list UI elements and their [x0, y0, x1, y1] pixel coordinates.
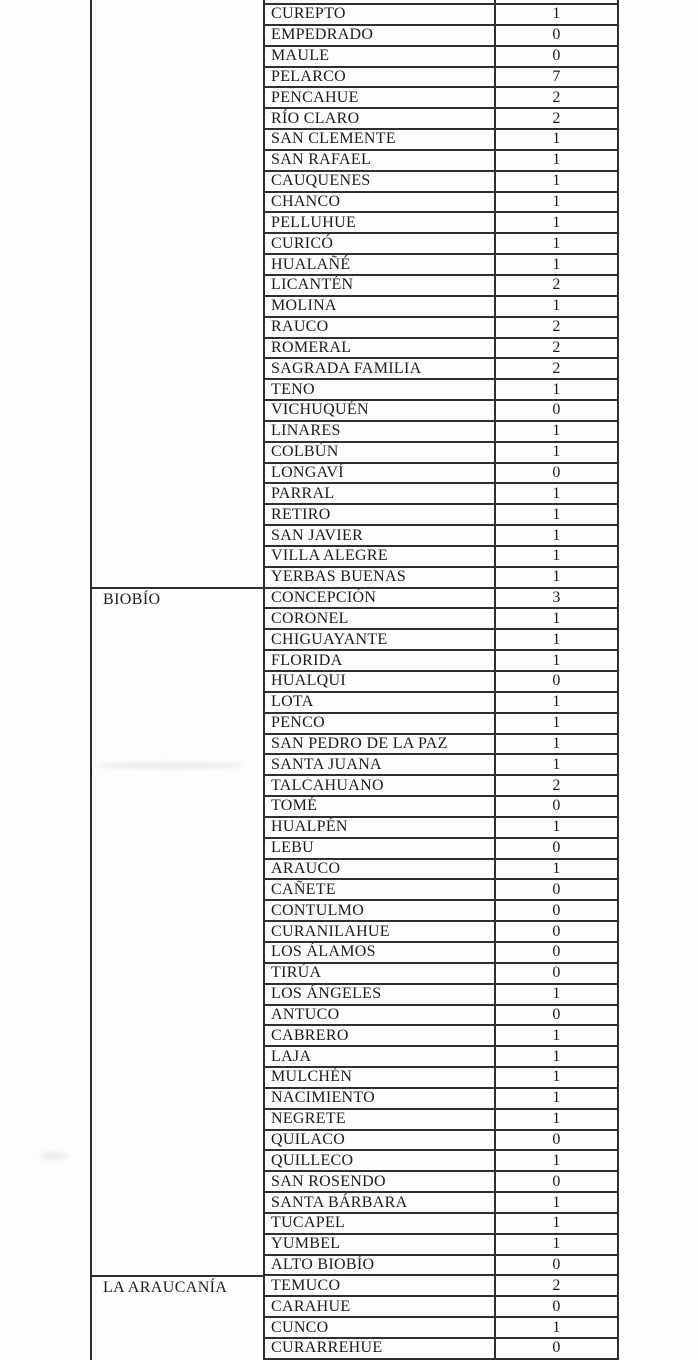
table-row [263, 3, 619, 24]
table-border-sliver [617, 0, 619, 3]
commune-cell: PARRAL [263, 482, 494, 503]
commune-cell: CURICÓ [263, 232, 494, 253]
commune-cell: QUILLECO [263, 1149, 494, 1170]
table-row [263, 1316, 619, 1337]
table-row [263, 399, 619, 420]
commune-cell: LEBU [263, 837, 494, 858]
table-row [263, 482, 619, 503]
commune-cell: CABRERO [263, 1024, 494, 1045]
commune-cell: CORONEL [263, 607, 494, 628]
table-row [263, 816, 619, 837]
count-cell: 3 [494, 587, 619, 608]
table-row [263, 1170, 619, 1191]
scan-smudge [40, 1152, 68, 1160]
count-cell: 1 [494, 858, 619, 879]
table-row [263, 774, 619, 795]
table-row [263, 878, 619, 899]
count-cell: 1 [494, 3, 619, 24]
table-row [263, 1274, 619, 1295]
table-row [263, 628, 619, 649]
count-cell: 1 [494, 170, 619, 191]
count-cell: 1 [494, 232, 619, 253]
count-cell: 1 [494, 295, 619, 316]
commune-cell: CUREPTO [263, 3, 494, 24]
count-cell: 1 [494, 524, 619, 545]
table-row [263, 107, 619, 128]
table-row [263, 295, 619, 316]
commune-cell: YERBAS BUENAS [263, 566, 494, 587]
commune-cell: LOTA [263, 691, 494, 712]
count-cell: 7 [494, 66, 619, 87]
count-cell: 2 [494, 86, 619, 107]
count-cell: 2 [494, 1274, 619, 1295]
count-cell: 1 [494, 1066, 619, 1087]
count-cell: 1 [494, 628, 619, 649]
count-cell: 0 [494, 24, 619, 45]
table-row [263, 337, 619, 358]
commune-cell: TOMÉ [263, 795, 494, 816]
commune-cell: FLORIDA [263, 649, 494, 670]
count-cell: 1 [494, 816, 619, 837]
table-row [263, 670, 619, 691]
commune-cell: RAUCO [263, 316, 494, 337]
count-cell: 1 [494, 503, 619, 524]
table-row [263, 858, 619, 879]
table-row [263, 274, 619, 295]
commune-cell: LOS ÁLAMOS [263, 941, 494, 962]
commune-cell: LICANTÉN [263, 274, 494, 295]
count-cell: 0 [494, 962, 619, 983]
commune-cell: CUNCO [263, 1316, 494, 1337]
table-row [263, 1087, 619, 1108]
table-row [263, 545, 619, 566]
table-row [263, 733, 619, 754]
count-cell: 1 [494, 545, 619, 566]
commune-cell: CURANILAHUE [263, 920, 494, 941]
count-cell: 1 [494, 149, 619, 170]
table-row [263, 232, 619, 253]
count-cell: 1 [494, 649, 619, 670]
table-row [263, 566, 619, 587]
table-row [263, 420, 619, 441]
table-row [263, 24, 619, 45]
table-row [263, 941, 619, 962]
table-row [263, 503, 619, 524]
count-cell: 0 [494, 1337, 619, 1358]
table-row [263, 1045, 619, 1066]
count-cell: 1 [494, 983, 619, 1004]
commune-cell: LAJA [263, 1045, 494, 1066]
commune-cell: CARAHUE [263, 1295, 494, 1316]
commune-cell: NEGRETE [263, 1108, 494, 1129]
table-row [263, 837, 619, 858]
commune-cell: LONGAVÍ [263, 462, 494, 483]
commune-cell: MOLINA [263, 295, 494, 316]
commune-cell: SAN RAFAEL [263, 149, 494, 170]
table-row [263, 1108, 619, 1129]
count-cell: 0 [494, 1170, 619, 1191]
count-cell: 0 [494, 920, 619, 941]
table-row [263, 1004, 619, 1025]
commune-cell: COLBÚN [263, 441, 494, 462]
table-row [263, 712, 619, 733]
commune-cell: CHANCO [263, 191, 494, 212]
region-label: BIOBÍO [103, 590, 161, 608]
commune-cell: SANTA JUANA [263, 753, 494, 774]
commune-cell: SANTA BÁRBARA [263, 1191, 494, 1212]
table-row [263, 170, 619, 191]
count-cell: 0 [494, 941, 619, 962]
count-cell: 1 [494, 211, 619, 232]
commune-cell: EMPEDRADO [263, 24, 494, 45]
table-row [263, 378, 619, 399]
table-row [263, 1295, 619, 1316]
count-cell: 1 [494, 1045, 619, 1066]
count-cell: 1 [494, 128, 619, 149]
table-row [263, 66, 619, 87]
table-row [263, 795, 619, 816]
count-cell: 2 [494, 274, 619, 295]
table-row [263, 45, 619, 66]
count-cell: 0 [494, 1129, 619, 1150]
count-cell: 1 [494, 753, 619, 774]
table-row [263, 1337, 619, 1358]
commune-cell: PELLUHUE [263, 211, 494, 232]
table-row [263, 753, 619, 774]
count-cell: 1 [494, 1149, 619, 1170]
table-row [263, 607, 619, 628]
table-row [263, 253, 619, 274]
count-cell: 2 [494, 774, 619, 795]
count-cell: 2 [494, 316, 619, 337]
commune-cell: MULCHÉN [263, 1066, 494, 1087]
count-cell: 1 [494, 607, 619, 628]
commune-cell: SAGRADA FAMILIA [263, 357, 494, 378]
count-cell: 1 [494, 482, 619, 503]
rows-column [263, 3, 619, 1360]
commune-cell: HUALQUI [263, 670, 494, 691]
count-cell: 0 [494, 399, 619, 420]
table-row [263, 1024, 619, 1045]
table-row [263, 1254, 619, 1275]
count-cell: 0 [494, 878, 619, 899]
table-row [263, 1212, 619, 1233]
commune-cell: NACIMIENTO [263, 1087, 494, 1108]
table-row [263, 649, 619, 670]
table-row [263, 1191, 619, 1212]
commune-cell: ROMERAL [263, 337, 494, 358]
table-row [263, 587, 619, 608]
count-cell: 2 [494, 357, 619, 378]
table-border-sliver [263, 0, 265, 3]
count-cell: 1 [494, 566, 619, 587]
table-row [263, 1149, 619, 1170]
table-row [263, 441, 619, 462]
commune-cell: SAN ROSENDO [263, 1170, 494, 1191]
commune-cell: HUALPÉN [263, 816, 494, 837]
table-row [263, 1066, 619, 1087]
table-row [263, 1129, 619, 1150]
count-cell: 1 [494, 1233, 619, 1254]
commune-cell: PENCAHUE [263, 86, 494, 107]
commune-cell: TUCAPEL [263, 1212, 494, 1233]
commune-cell: LINARES [263, 420, 494, 441]
table-row [263, 962, 619, 983]
count-cell: 0 [494, 462, 619, 483]
commune-cell: PENCO [263, 712, 494, 733]
commune-cell: CAÑETE [263, 878, 494, 899]
count-cell: 0 [494, 1295, 619, 1316]
commune-cell: HUALAÑÉ [263, 253, 494, 274]
count-cell: 1 [494, 253, 619, 274]
commune-cell: RETIRO [263, 503, 494, 524]
commune-cell: MAULE [263, 45, 494, 66]
commune-cell: ALTO BIOBÍO [263, 1254, 494, 1275]
count-cell: 1 [494, 1087, 619, 1108]
count-cell: 0 [494, 795, 619, 816]
commune-cell: CHIGUAYANTE [263, 628, 494, 649]
table-row [263, 357, 619, 378]
commune-cell: QUILACO [263, 1129, 494, 1150]
table-border-sliver [494, 0, 496, 3]
region-cell [90, 587, 263, 1275]
region-cell [90, 0, 263, 587]
table-row [263, 691, 619, 712]
count-cell: 1 [494, 420, 619, 441]
commune-cell: TALCAHUANO [263, 774, 494, 795]
table-row [263, 899, 619, 920]
table-row [263, 462, 619, 483]
commune-cell: CONCEPCIÓN [263, 587, 494, 608]
table-row [263, 128, 619, 149]
count-cell: 0 [494, 837, 619, 858]
region-column [90, 0, 263, 1360]
table-row [263, 524, 619, 545]
commune-cell: CURARREHUE [263, 1337, 494, 1358]
region-commune-count-table [90, 0, 617, 1360]
commune-cell: CONTULMO [263, 899, 494, 920]
commune-cell: YUMBEL [263, 1233, 494, 1254]
commune-cell: VICHUQUÉN [263, 399, 494, 420]
count-cell: 1 [494, 733, 619, 754]
table-row [263, 191, 619, 212]
count-cell: 1 [494, 1024, 619, 1045]
count-cell: 0 [494, 1004, 619, 1025]
commune-cell: TEMUCO [263, 1274, 494, 1295]
count-cell: 0 [494, 899, 619, 920]
count-cell: 1 [494, 1316, 619, 1337]
table-row [263, 149, 619, 170]
count-cell: 1 [494, 441, 619, 462]
table-row [263, 983, 619, 1004]
count-cell: 0 [494, 1254, 619, 1275]
table-row [263, 920, 619, 941]
count-cell: 0 [494, 670, 619, 691]
count-cell: 1 [494, 191, 619, 212]
count-cell: 2 [494, 337, 619, 358]
count-cell: 0 [494, 45, 619, 66]
commune-cell: CAUQUENES [263, 170, 494, 191]
region-label: LA ARAUCANÍA [103, 1278, 228, 1296]
count-cell: 1 [494, 378, 619, 399]
commune-cell: ANTUCO [263, 1004, 494, 1025]
commune-cell: SAN JAVIER [263, 524, 494, 545]
commune-cell: TIRÚA [263, 962, 494, 983]
region-cell [90, 1275, 263, 1360]
commune-cell: ARAUCO [263, 858, 494, 879]
commune-cell: TENO [263, 378, 494, 399]
count-cell: 1 [494, 691, 619, 712]
commune-cell: LOS ÁNGELES [263, 983, 494, 1004]
table-row [263, 86, 619, 107]
table-row [263, 316, 619, 337]
commune-cell: VILLA ALEGRE [263, 545, 494, 566]
count-cell: 1 [494, 1212, 619, 1233]
commune-cell: RÍO CLARO [263, 107, 494, 128]
table-row [263, 1233, 619, 1254]
commune-cell: PELARCO [263, 66, 494, 87]
count-cell: 1 [494, 1191, 619, 1212]
count-cell: 2 [494, 107, 619, 128]
commune-cell: SAN CLEMENTE [263, 128, 494, 149]
table-row [263, 211, 619, 232]
commune-cell: SAN PEDRO DE LA PAZ [263, 733, 494, 754]
count-cell: 1 [494, 712, 619, 733]
count-cell: 1 [494, 1108, 619, 1129]
